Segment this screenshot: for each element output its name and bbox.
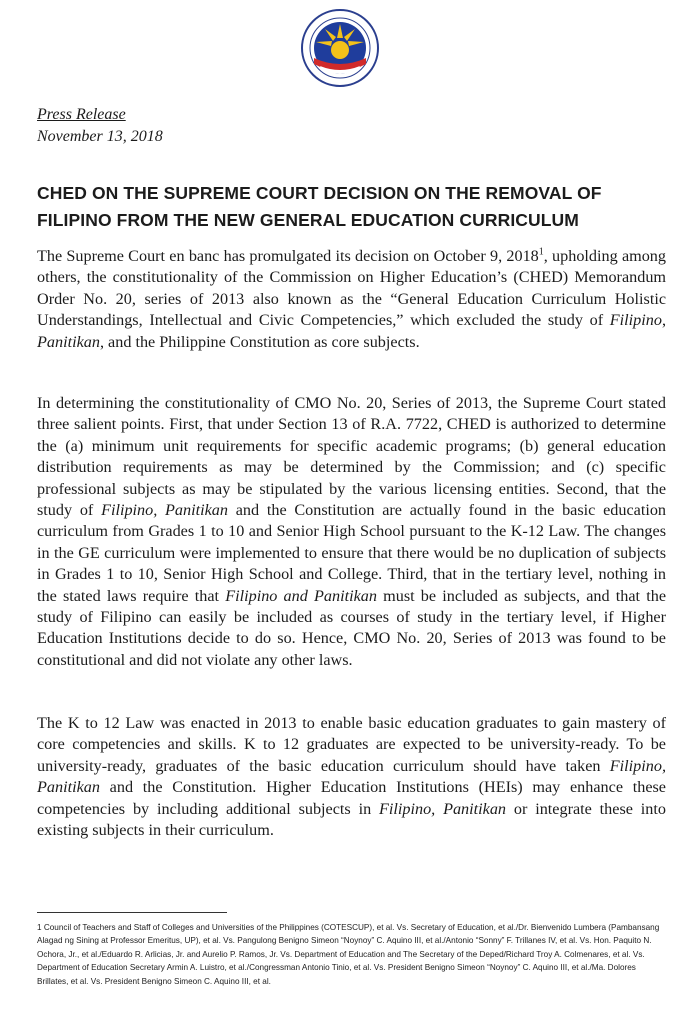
footnote-marker: 1: [538, 246, 544, 258]
paragraph-2-text-b: and the Constitution are actually found in the basic education curriculum from Grades 1 to 10 and Senior High School pursuant to the K-12 Law. The changes in the GE curriculum were implemented to ensure that there would be no duplication of subjects in Grades 1 to 10, Senior High School and College. Third, that in the tertiary level, nothing in the stated laws require that: [37, 501, 667, 605]
paragraph-1-text-b: , upholding among others, the constitutionality of the Commission on Higher Education’s (CHED) Memorandum Order No. 20, series of 2013 also known as the “General Education Curriculum Holistic Understandings, Intellectual and Civic Competencies,” which excluded the study of: [37, 247, 666, 330]
paragraph-1: [37, 246, 666, 353]
paragraph-3-text-a: The K to 12 Law was enacted in 2013 to enable basic education graduates to gain mastery of core competencies and skills. K to 12 graduates are expected to be university-ready. To be university-ready, graduates of the basic education curriculum should have taken: [37, 714, 666, 775]
italic-term: Filipino: [609, 311, 662, 330]
italic-term: Filipino and Panitikan: [225, 586, 377, 605]
press-release-label: Press Release: [37, 106, 126, 123]
italic-term: Filipino, Panitikan: [379, 799, 507, 818]
italic-term: Filipino, Panitikan: [101, 501, 228, 520]
italic-term: Panitikan: [37, 332, 100, 351]
paragraph-1-text-a: The Supreme Court en banc has promulgated its decision on October 9, 2018: [37, 247, 539, 265]
paragraph-2-text-a: In determining the constitutionality of CMO No. 20, Series of 2013, the Supreme Court stated three salient points. First, that under Section 13 of R.A. 7722, CHED is authorized to determine the (a) minimum unit requirements for specific academic programs; (b) general education distribution requirements as may be determined by the Commission; and (c) specific professional subjects as may be stipulated by the various licensing entities. Second, that the study of: [37, 394, 666, 520]
paragraph-1-text-d: , and the Philippine Constitution as core subjects.: [99, 332, 420, 351]
footnote: 1 Council of Teachers and Staff of Colleges and Universities of the Philippines (COTESCUP), et al. Vs. Secretary of Education, et al./Dr. Bienvenido Lumbera (Pambansang Alagad ng Sining at Professor Emeritus, UP), et al. Vs. Pangulong Benigno Simeon “Noynoy” C. Aquino III, et al./Antonio “Sonny” F. Trillanes IV, et al. Vs. Hon. Paquito N. Ochora, Jr., et al./Eduardo R. Arlicias, Jr. and Aurelio P. Ramos, Jr. Vs. Department of Education and The Secretary of the Deped/Richard Troy A. Colmenares, et al. Vs. Department of Education Secretary Armin A. Luistro, et al./Congressman Antonio Tinio, et al. Vs. President Benigno Simeon “Noynoy” C. Aquino III, et al./Ma. Dolores Brillates, et al. Vs. President Benigno Simeon C. Aquino III, et al.: [37, 923, 660, 986]
document-title: CHED ON THE SUPREME COURT DECISION ON THE REMOVAL OF FILIPINO FROM THE NEW GENERAL EDUCATION CURRICULUM: [37, 183, 602, 230]
paragraph-3-text-b: and the Constitution. Higher Education Institutions (HEIs) may enhance these competencies by including additional subjects in: [37, 778, 666, 818]
footnote-divider: [37, 912, 227, 913]
release-date: November 13, 2018: [37, 128, 163, 145]
paragraph-3-text-c: or integrate these into existing subjects in their curriculum.: [37, 799, 666, 840]
ched-seal-icon: [300, 8, 380, 88]
press-release-header: [37, 104, 163, 148]
paragraph-3: [37, 713, 666, 841]
italic-term: Filipino, Panitikan: [37, 756, 666, 797]
paragraph-2: [37, 393, 666, 671]
paragraph-1-text-c: ,: [661, 311, 666, 330]
paragraph-2-text-c: must be included as subjects, and that the study of Filipino can easily be included as courses of study in the tertiary level, if Higher Education Institutions decide to do so. Hence, CMO No. 20, Series of 2013 was found to be constitutional and did not violate any other laws.: [37, 586, 666, 669]
